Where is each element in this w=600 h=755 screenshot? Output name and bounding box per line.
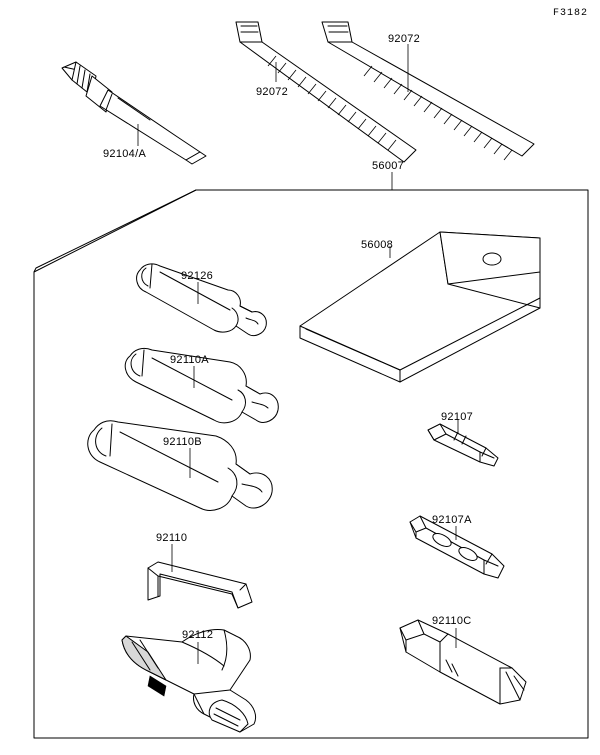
part-label-56008: 56008 [361,239,394,251]
part-label-92110: 92110 [156,532,188,544]
part-label-92072-left: 92072 [256,86,289,98]
part-label-92110A: 92110A [170,354,209,366]
part-label-92107A: 92107A [432,514,472,526]
part-label-92107: 92107 [441,411,474,423]
part-label-92112: 92112 [182,629,214,641]
part-label-92110C: 92110C [432,615,472,627]
part-label-92072-right: 92072 [388,33,421,45]
part-label-92126: 92126 [181,270,214,282]
part-label-92110B: 92110B [163,436,202,448]
part-label-92104A: 92104/A [103,148,147,160]
part-label-56007: 56007 [372,160,405,172]
cable-tie-right-graphic [322,22,534,160]
sheet-code: F3182 [552,8,588,19]
